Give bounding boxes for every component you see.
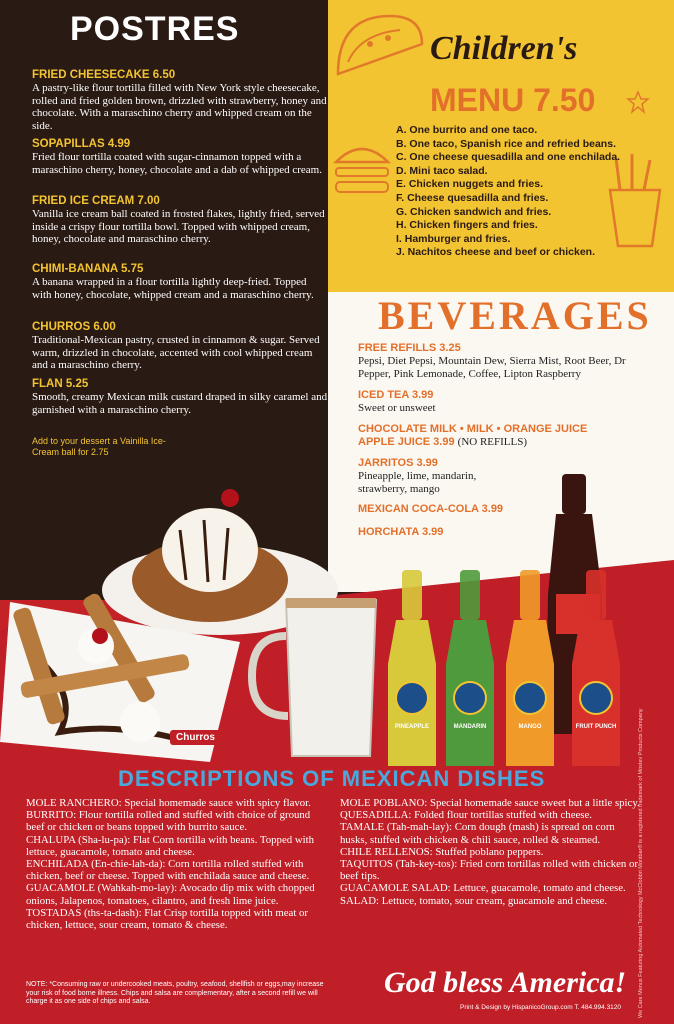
dish-description: SALAD: Lettuce, tomato, sour cream, guacamole and cheese. [340,894,608,907]
beverage-name: JARRITOS 3.99 [358,457,438,469]
dish-description: TAQUITOS (Tah-key-tos): Fried corn tortillas rolled with chicken or beef tips. [340,858,639,883]
list-item: A. One burrito and one taco. [396,124,538,136]
no-refills-note: (NO REFILLS) [457,436,528,448]
star-doodle-icon [626,90,650,114]
descriptions-right-column [340,797,640,907]
dessert-desc: A pastry-like flour tortilla filled with New York style cheesecake, rolled and fried golden brown, drizzled with strawberry, honey and chocolate. With a maraschino cherry and whipped cream on the side. [32,82,327,132]
dish-description: QUESADILLA: Folded flour tortillas stuffed with cheese. [340,809,592,822]
descriptions-title: DESCRIPTIONS OF MEXICAN DISHES [118,766,546,791]
beverage-name: CHOCOLATE MILK • MILK • ORANGE JUICE [358,423,588,435]
bottle-label: PINEAPPLE [394,724,430,730]
dessert-desc: A banana wrapped in a flour tortilla lightly deep-fried. Topped with honey, chocolate, whipped cream and a maraschino cherry. [32,276,314,301]
jarritos-bottles-photo [380,474,640,774]
dessert-name: CHURROS 6.00 [32,321,116,333]
list-item: F. Cheese quesadilla and fries. [396,191,549,204]
dish-description: GUACAMOLE SALAD: Lettuce, guacamole, tomato and cheese. [340,882,626,895]
jarritos-bottle [446,570,494,766]
dessert-item [32,262,328,301]
beverage-name: HORCHATA 3.99 [358,526,444,538]
dessert-desc: Smooth, creamy Mexican milk custard draped in silky caramel and garnished with a maraschino cherry. [32,391,328,416]
taco-doodle-icon [330,4,430,90]
bottle-label: MANDARIN [453,724,487,730]
dish-description: MOLE RANCHERO: Special homemade sauce with spicy flavor. [26,797,311,809]
food-safety-note: NOTE: *Consuming raw or undercooked meats, poultry, seafood, shellfish or eggs,may increase your risk of food borne illness. Chips and salsa are complementary, after a second refill we will charge it as one side of chips and salsa. [26,981,324,1005]
dish-description: TAMALE (Tah-mah-lay): Corn dough (mash) is spread on corn husks, stuffed with chicken & chili sauce, rolled & steamed. [340,821,615,846]
list-item: E. Chicken nuggets and fries. [396,178,544,191]
dessert-name: FLAN 5.25 [32,378,89,390]
beverage-name-part: APPLE JUICE 3.99 [358,436,455,448]
add-ice-cream-note: Add to your dessert a Vainilla Ice-Cream ball for 2.75 [32,436,166,457]
list-item: C. One cheese quesadilla and one enchilada. [396,151,621,164]
dish-description: CHALUPA (Sha-lu-pa): Flat Corn tortilla with beans. Topped with lettuce, guacamole, tomato and cheese. [26,833,315,858]
dish-description: ENCHILADA (En-chie-lah-da): Corn tortilla rolled stuffed with chicken, beef or cheese. Topped with enchilada sauce and cheese. [26,858,310,883]
list-item: J. Nachitos cheese and beef or chicken. [396,246,595,259]
list-item: G. Chicken sandwich and fries. [396,205,552,218]
vertical-fineprint: We Care Menus Featuring Automated Technology McClobbri Montbar® is a registered trademark of Mostev Products Company [638,708,644,1018]
dessert-name: SOPAPILLAS 4.99 [32,138,131,150]
beverage-desc: Pepsi, Diet Pepsi, Mountain Dew, Sierra Mist, Root Beer, Dr Pepper, Pink Lemonade, Coffee, Lipton Raspberry [358,355,626,380]
bottle-label: FRUIT PUNCH [575,724,617,730]
beverage-name: FREE REFILLS 3.25 [358,342,461,354]
dish-description: CHILE RELLENOS: Stuffed poblano peppers. [340,845,544,858]
dessert-name: CHIMI-BANANA 5.75 [32,263,144,275]
beverage-desc: Sweet or unsweet [358,402,436,414]
beverage-desc: Pineapple, lime, mandarin, strawberry, mango [358,470,477,495]
beverage-name: MEXICAN COCA-COLA 3.99 [358,503,504,515]
beverage-name [358,436,658,449]
dessert-desc: Vanilla ice cream ball coated in frosted flakes, lightly fried, served inside a crispy flour tortilla bowl. Topped with whipped cream, honey, chocolate and maraschino cherry. [32,208,325,245]
jarritos-bottle [388,570,436,766]
dish-description: MOLE POBLANO: Special homemade sauce sweet but a little spicy. [340,797,640,809]
dessert-item [32,320,328,372]
dish-description: GUACAMOLE (Wahkah-mo-lay): Avocado dip mix with chopped onions, Jalapenos, tomatoes, cilantro, and fresh lime juice. [26,882,315,907]
list-item: H. Chicken fingers and fries. [396,219,538,232]
dessert-desc: Traditional-Mexican pastry, crusted in cinnamon & sugar. Served warm, drizzled in chocolate, accented with cool whipped cream and a maraschino cherry. [32,334,320,371]
dessert-item [32,68,328,132]
list-item: B. One taco, Spanish rice and refried beans. [396,137,616,150]
postres-title: POSTRES [70,10,240,48]
burger-doodle-icon [330,132,394,212]
childrens-list [396,124,666,260]
childrens-title: Children's [430,30,578,67]
dessert-name: FRIED CHEESECAKE 6.50 [32,69,176,81]
horchata-mug-photo [246,596,386,766]
beverage-item [358,389,658,415]
beverage-item [358,423,658,449]
list-item: I. Hamburger and fries. [396,232,511,245]
dish-description: TOSTADAS (ths-ta-dash): Flat Crisp tortilla topped with meat or chicken, lettuce, sour cream, tomato & cheese. [26,906,309,932]
descriptions-left-column [26,797,326,931]
jarritos-bottle [506,570,554,766]
god-bless-america: God bless America! [384,966,627,999]
churros-tag: Churros [170,730,221,745]
dessert-desc: Fried flour tortilla coated with sugar-cinnamon topped with a maraschino cherry, honey, chocolate and a dab of whipped cream. [32,151,322,176]
list-item: D. Mini taco salad. [396,164,488,177]
bottle-label: MANGO [518,724,542,730]
childrens-price: MENU 7.50 [430,82,596,118]
dessert-item [32,137,328,176]
dish-description: BURRITO: Flour tortilla rolled and stuffed with choice of ground beef or chicken or beans topped with burrito sauce. [26,809,311,834]
beverages-title: BEVERAGES [378,293,652,338]
dessert-item [32,377,328,416]
beverage-item [358,342,658,380]
dessert-name: FRIED ICE CREAM 7.00 [32,195,160,207]
design-credit: Print & Design by HispanicoGroup.com T. 484.994.3120 [460,1004,622,1011]
dessert-item [32,194,328,246]
beverage-name: ICED TEA 3.99 [358,389,434,401]
